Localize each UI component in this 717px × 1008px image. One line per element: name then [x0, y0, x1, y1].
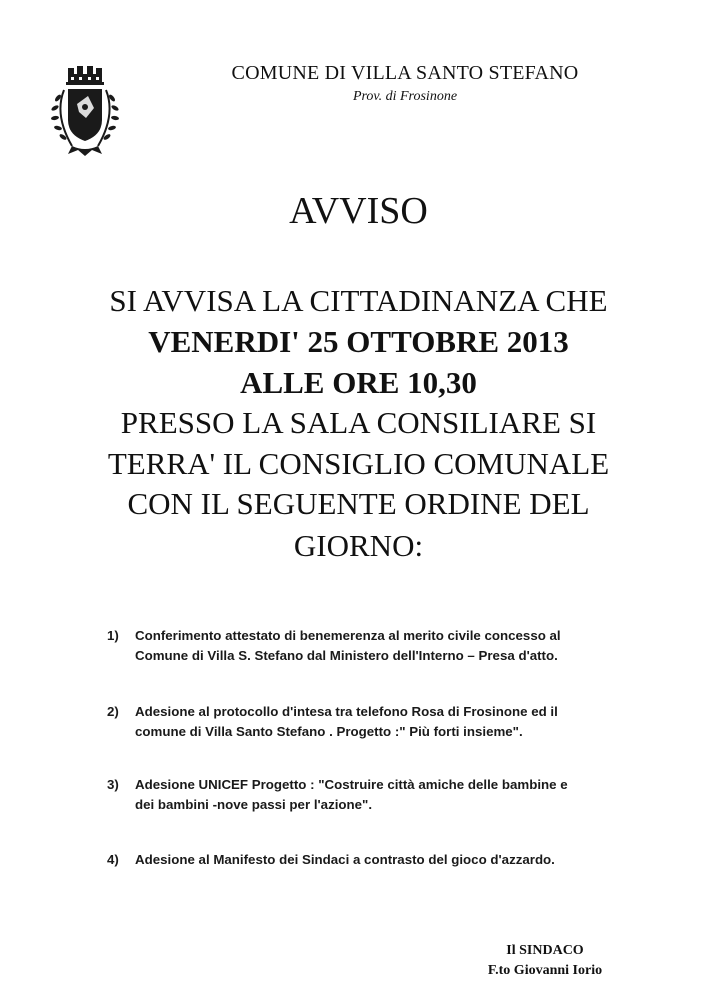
- agenda-item-line: comune di Villa Santo Stefano . Progetto :" Più forti insieme".: [135, 724, 523, 739]
- signature-title: Il SINDACO: [506, 943, 584, 958]
- agenda-item-number: 4): [107, 852, 119, 867]
- notice-time: ALLE ORE 10,30: [240, 365, 477, 400]
- municipality-name: COMUNE DI VILLA SANTO STEFANO: [231, 62, 579, 84]
- agenda-item-text: [135, 850, 687, 870]
- province-name: Prov. di Frosinone: [352, 89, 458, 104]
- notice-line: GIORNO:: [293, 528, 424, 563]
- signature-name: F.to Giovanni Iorio: [487, 963, 603, 978]
- agenda-item-text: [135, 702, 687, 742]
- agenda-item-line: dei bambini -nove passi per l'azione".: [135, 797, 373, 812]
- agenda-item-line: Adesione UNICEF Progetto : "Costruire città amiche delle bambine e: [135, 777, 568, 792]
- agenda-item-line: Comune di Villa S. Stefano dal Ministero dell'Interno – Presa d'atto.: [135, 648, 558, 663]
- agenda-item-line: Adesione al Manifesto dei Sindaci a contrasto del gioco d'azzardo.: [135, 852, 555, 867]
- agenda-item-text: [135, 775, 687, 815]
- notice-date: VENERDI' 25 OTTOBRE 2013: [148, 324, 569, 359]
- agenda-item: [107, 702, 687, 742]
- agenda-item-number: 2): [107, 704, 119, 719]
- agenda-item-line: Conferimento attestato di benemerenza al merito civile concesso al: [135, 628, 561, 643]
- agenda-item: [107, 626, 687, 666]
- municipal-coat-of-arms-icon: [44, 60, 126, 160]
- notice-line: PRESSO LA SALA CONSILIARE SI: [120, 405, 597, 440]
- agenda-item-number: 1): [107, 628, 119, 643]
- agenda-item: [107, 775, 687, 815]
- notice-line: CON IL SEGUENTE ORDINE DEL: [127, 486, 590, 521]
- notice-heading: AVVISO: [289, 190, 428, 232]
- agenda-item-line: Adesione al protocollo d'intesa tra telefono Rosa di Frosinone ed il: [135, 704, 558, 719]
- agenda-item-number: 3): [107, 777, 119, 792]
- agenda-item: [107, 850, 687, 870]
- notice-line: SI AVVISA LA CITTADINANZA CHE: [109, 283, 608, 318]
- notice-line: TERRA' IL CONSIGLIO COMUNALE: [107, 446, 610, 481]
- agenda-item-text: [135, 626, 687, 666]
